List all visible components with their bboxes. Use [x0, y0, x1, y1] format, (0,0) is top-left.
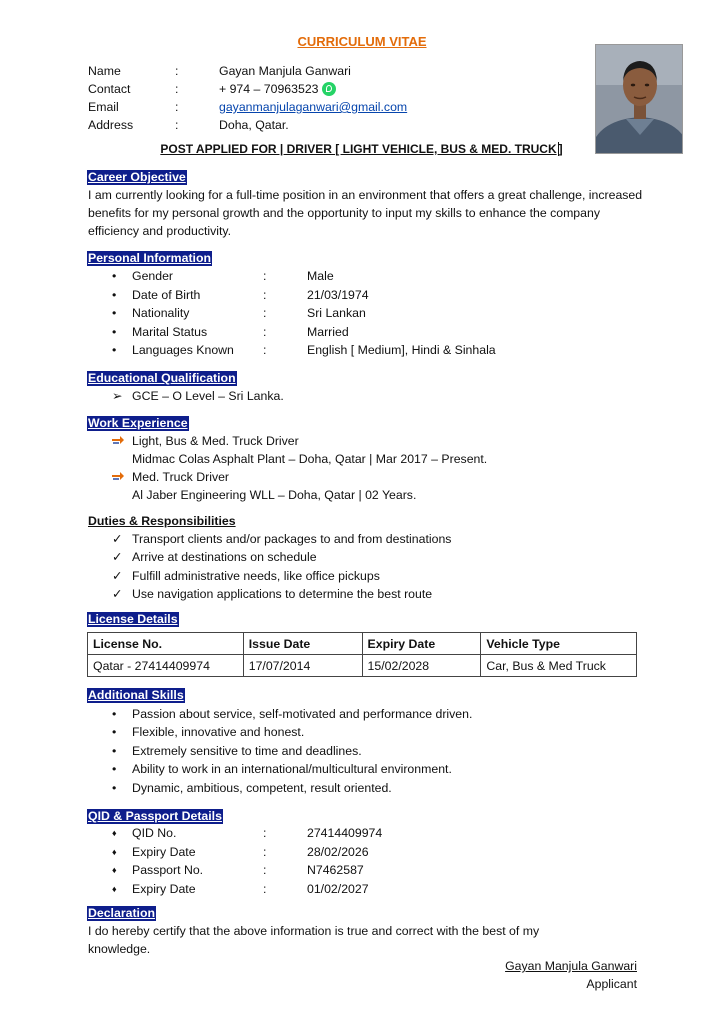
phone-value-wrap — [219, 80, 336, 98]
license-table — [87, 632, 637, 677]
duties-list — [112, 530, 451, 604]
item-colon: : — [263, 287, 267, 302]
duties-heading: Duties & Responsibilities — [88, 514, 236, 528]
item-key: Gender — [132, 269, 174, 283]
check-icon: ✓ — [112, 532, 123, 546]
work-detail-row — [112, 486, 487, 504]
contact-colon: : — [175, 118, 179, 132]
list-item — [112, 323, 572, 342]
work-experience-heading: Work Experience — [88, 416, 188, 430]
item-colon: : — [263, 863, 267, 878]
bullet-icon: • — [112, 725, 117, 740]
item-value: 27414409974 — [307, 826, 383, 840]
contact-row-name — [88, 62, 508, 80]
item-key: Date of Birth — [132, 287, 201, 302]
bullet-icon: • — [112, 780, 117, 795]
signature-name: Gayan Manjula Ganwari — [505, 959, 637, 973]
contact-label: Address — [88, 118, 134, 132]
item-colon: : — [263, 324, 267, 339]
diamond-bullet-icon: ♦ — [112, 846, 117, 857]
contact-colon: : — [175, 100, 179, 114]
check-icon: ✓ — [112, 568, 123, 583]
pointer-bullet-graphic — [112, 471, 124, 481]
post-applied-text: POST APPLIED FOR | DRIVER [ LIGHT VEHICLE, BUS & MED. TRUCK — [160, 142, 557, 156]
education-list — [112, 387, 284, 405]
list-item — [112, 341, 572, 360]
item-value: Male — [307, 269, 334, 283]
contact-row-address — [88, 116, 508, 134]
item-key: Expiry Date — [132, 844, 196, 859]
contact-colon: : — [175, 64, 179, 78]
bullet-icon: • — [112, 287, 117, 302]
license-heading: License Details — [88, 612, 178, 626]
contact-row-email — [88, 98, 508, 116]
table-row — [88, 655, 637, 677]
item-colon: : — [263, 343, 267, 358]
item-colon: : — [263, 881, 267, 896]
skill-item: Extremely sensitive to time and deadlines. — [132, 743, 362, 758]
item-colon: : — [263, 826, 267, 840]
bullet-icon: • — [112, 306, 117, 321]
education-heading: Educational Qualification — [88, 371, 236, 385]
list-item — [112, 585, 451, 603]
pointer-bullet-graphic — [112, 435, 124, 445]
column-header: Expiry Date — [362, 633, 481, 655]
duty-item: Fulfill administrative needs, like office pickups — [132, 568, 380, 583]
list-item — [112, 779, 472, 797]
item-key: Nationality — [132, 306, 190, 321]
skill-item: Passion about service, self-motivated and performance driven. — [132, 707, 473, 721]
contact-row-phone — [88, 80, 508, 98]
bullet-icon: • — [112, 269, 117, 283]
item-value: English [ Medium], Hindi & Sinhala — [307, 343, 496, 358]
skill-item: Ability to work in an international/multicultural environment. — [132, 762, 452, 777]
table-cell: Car, Bus & Med Truck — [481, 655, 637, 677]
phone-value: + 974 – 70963523 — [219, 82, 319, 96]
list-item — [112, 530, 451, 548]
check-icon: ✓ — [112, 587, 123, 602]
contact-label: Name — [88, 64, 121, 78]
list-item — [112, 861, 572, 880]
arrow-bullet-icon: ➢ — [112, 389, 123, 403]
post-applied-bracket: ] — [558, 142, 563, 156]
declaration-text: I do hereby certify that the above information is true and correct with the best of my knowledge. — [88, 924, 540, 956]
item-key: Marital Status — [132, 324, 208, 339]
item-colon: : — [263, 269, 267, 283]
list-item — [112, 705, 472, 723]
cv-title: CURRICULUM VITAE — [297, 34, 427, 49]
skill-item: Dynamic, ambitious, competent, result oriented. — [132, 780, 392, 795]
column-header: License No. — [88, 633, 244, 655]
profile-photo-graphic — [596, 45, 683, 154]
work-detail: Al Jaber Engineering WLL – Doha, Qatar | 02 Years. — [132, 488, 417, 502]
career-objective-heading: Career Objective — [88, 170, 186, 184]
item-value: 21/03/1974 — [307, 287, 369, 302]
bullet-icon: • — [112, 707, 117, 721]
diamond-bullet-icon: ♦ — [112, 883, 117, 894]
duty-item: Arrive at destinations on schedule — [132, 550, 317, 565]
work-role-row — [112, 468, 487, 486]
list-item — [112, 267, 572, 286]
bullet-icon: • — [112, 324, 117, 339]
profile-photo — [595, 44, 683, 154]
item-value: N7462587 — [307, 863, 364, 878]
contact-block — [88, 62, 508, 134]
list-item — [112, 387, 284, 405]
list-item — [112, 843, 572, 862]
contact-label: Contact — [88, 82, 131, 96]
list-item — [112, 760, 472, 778]
table-header-row — [88, 633, 637, 655]
list-item — [112, 567, 451, 585]
item-colon: : — [263, 844, 267, 859]
list-item — [112, 824, 572, 843]
list-item — [112, 880, 572, 899]
item-key: QID No. — [132, 826, 177, 840]
list-item — [112, 548, 451, 566]
duty-item: Transport clients and/or packages to and from destinations — [132, 532, 452, 546]
contact-colon: : — [175, 82, 179, 96]
diamond-bullet-icon: ♦ — [112, 828, 117, 838]
column-header: Vehicle Type — [481, 633, 637, 655]
pointer-bullet-icon — [112, 468, 132, 486]
table-cell: 15/02/2028 — [362, 655, 481, 677]
list-item — [112, 723, 472, 741]
item-key: Expiry Date — [132, 881, 196, 896]
column-header: Issue Date — [243, 633, 362, 655]
declaration-heading: Declaration — [88, 906, 155, 920]
work-detail-row — [112, 450, 487, 468]
bullet-icon: • — [112, 743, 117, 758]
signature-role: Applicant — [586, 977, 637, 991]
list-item — [112, 742, 472, 760]
diamond-bullet-icon: ♦ — [112, 865, 117, 876]
table-cell: Qatar - 27414409974 — [88, 655, 244, 677]
work-detail: Midmac Colas Asphalt Plant – Doha, Qatar | Mar 2017 – Present. — [132, 452, 488, 466]
contact-label: Email — [88, 100, 119, 114]
item-colon: : — [263, 306, 267, 321]
email-link[interactable]: gayanmanjulaganwari@gmail.com — [219, 100, 408, 114]
skills-list — [112, 705, 472, 797]
work-role: Light, Bus & Med. Truck Driver — [132, 434, 299, 448]
work-item — [112, 432, 487, 504]
education-item: GCE – O Level – Sri Lanka. — [132, 389, 284, 403]
personal-info-list — [112, 267, 572, 360]
post-applied-heading — [0, 142, 724, 156]
skill-item: Flexible, innovative and honest. — [132, 725, 305, 740]
qid-passport-heading: QID & Passport Details — [88, 809, 222, 823]
table-cell: 17/07/2014 — [243, 655, 362, 677]
list-item — [112, 286, 572, 305]
name-value: Gayan Manjula Ganwari — [219, 64, 351, 78]
list-item — [112, 304, 572, 323]
item-value: 01/02/2027 — [307, 881, 369, 896]
item-value: 28/02/2026 — [307, 844, 369, 859]
skills-heading: Additional Skills — [88, 688, 184, 702]
bullet-icon: • — [112, 762, 117, 777]
qid-passport-list — [112, 824, 572, 898]
item-key: Passport No. — [132, 863, 204, 878]
career-objective-text: I am currently looking for a full-time position in an environment that offers a great challenge, increased benefits for my personal growth and the opportunity to input my skills to enhance the company efficiency and productivity. — [88, 188, 643, 238]
whatsapp-icon — [322, 82, 336, 96]
work-role: Med. Truck Driver — [132, 470, 230, 484]
item-value: Married — [307, 324, 349, 339]
address-value: Doha, Qatar. — [219, 118, 289, 132]
work-role-row — [112, 432, 487, 450]
duty-item: Use navigation applications to determine the best route — [132, 587, 433, 602]
check-icon: ✓ — [112, 550, 123, 565]
pointer-bullet-icon — [112, 432, 132, 450]
item-key: Languages Known — [132, 343, 234, 358]
bullet-icon: • — [112, 343, 117, 358]
item-value: Sri Lankan — [307, 306, 366, 321]
personal-info-heading: Personal Information — [88, 251, 211, 265]
